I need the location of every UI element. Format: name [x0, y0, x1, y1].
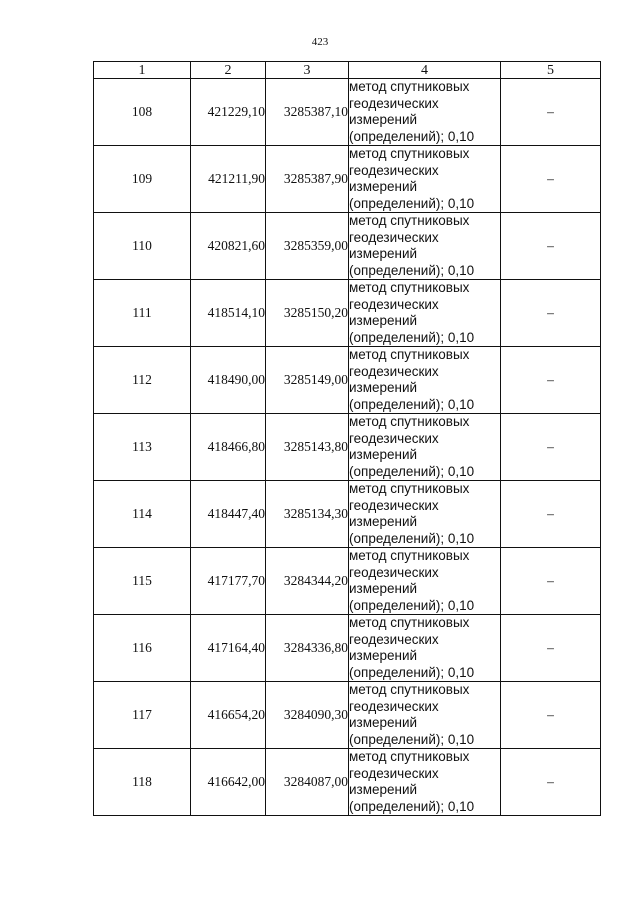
method-text-line: (определений); 0,10 [349, 128, 475, 144]
method-text-line: (определений); 0,10 [349, 597, 475, 613]
page-number: 423 [311, 36, 329, 48]
method-text-line: (определений); 0,10 [349, 731, 475, 747]
method-text-line: метод спутниковых [349, 615, 470, 630]
note-cell: – [501, 682, 601, 749]
method-cell [349, 749, 501, 816]
method-text-line: измерений [349, 179, 418, 194]
method-text-line: измерений [349, 648, 418, 663]
coordinates-table [93, 61, 601, 816]
method-text-line: метод спутниковых [349, 749, 470, 764]
method-text-line: (определений); 0,10 [349, 798, 475, 814]
coordinate-y-cell: 3285150,20 [266, 280, 349, 347]
coordinate-x-cell: 418490,00 [191, 347, 266, 414]
method-cell [349, 347, 501, 414]
table-row [94, 213, 601, 280]
method-text-line: измерений [349, 246, 418, 261]
method-text-line: метод спутниковых [349, 682, 470, 697]
method-cell [349, 615, 501, 682]
note-cell: – [501, 615, 601, 682]
method-text-line: измерений [349, 514, 418, 529]
method-text-line: геодезических [349, 698, 439, 714]
method-text-line: (определений); 0,10 [349, 396, 475, 412]
method-text-line: измерений [349, 581, 418, 596]
method-text-line: (определений); 0,10 [349, 195, 475, 211]
table-header-row [94, 62, 601, 79]
method-cell [349, 79, 501, 146]
table-row [94, 548, 601, 615]
method-text-line: метод спутниковых [349, 414, 470, 429]
method-text-line: измерений [349, 112, 418, 127]
coordinate-y-cell: 3285387,10 [266, 79, 349, 146]
coordinate-y-cell: 3285149,00 [266, 347, 349, 414]
coordinate-x-cell: 417164,40 [191, 615, 266, 682]
method-text-line: (определений); 0,10 [349, 530, 475, 546]
method-text-line: метод спутниковых [349, 347, 470, 362]
coordinate-y-cell: 3284090,30 [266, 682, 349, 749]
method-text-line: метод спутниковых [349, 213, 470, 228]
method-text-line: метод спутниковых [349, 548, 470, 563]
coordinate-x-cell: 416654,20 [191, 682, 266, 749]
table-row [94, 79, 601, 146]
method-text-line: (определений); 0,10 [349, 329, 475, 345]
method-cell [349, 481, 501, 548]
point-number-cell: 111 [94, 280, 191, 347]
coordinate-x-cell: 417177,70 [191, 548, 266, 615]
coordinate-y-cell: 3285359,00 [266, 213, 349, 280]
coordinate-x-cell: 421229,10 [191, 79, 266, 146]
coordinate-y-cell: 3284344,20 [266, 548, 349, 615]
method-text-line: измерений [349, 447, 418, 462]
table-body [94, 79, 601, 816]
column-header: 5 [501, 62, 601, 79]
method-text-line: геодезических [349, 95, 439, 111]
method-text-line: метод спутниковых [349, 481, 470, 496]
point-number-cell: 115 [94, 548, 191, 615]
note-cell: – [501, 213, 601, 280]
method-text-line: геодезических [349, 229, 439, 245]
coordinate-x-cell: 418514,10 [191, 280, 266, 347]
coordinate-y-cell: 3285143,80 [266, 414, 349, 481]
coordinate-x-cell: 418447,40 [191, 481, 266, 548]
point-number-cell: 114 [94, 481, 191, 548]
method-text-line: измерений [349, 715, 418, 730]
coordinate-x-cell: 418466,80 [191, 414, 266, 481]
method-text-line: геодезических [349, 363, 439, 379]
method-text-line: геодезических [349, 497, 439, 513]
method-cell [349, 146, 501, 213]
point-number-cell: 117 [94, 682, 191, 749]
column-header: 3 [266, 62, 349, 79]
table-row [94, 682, 601, 749]
method-text-line: (определений); 0,10 [349, 262, 475, 278]
method-text-line: метод спутниковых [349, 79, 470, 94]
method-text-line: (определений); 0,10 [349, 664, 475, 680]
coordinate-x-cell: 421211,90 [191, 146, 266, 213]
method-text-line: геодезических [349, 564, 439, 580]
point-number-cell: 113 [94, 414, 191, 481]
method-text-line: метод спутниковых [349, 146, 470, 161]
method-text-line: геодезических [349, 296, 439, 312]
note-cell: – [501, 481, 601, 548]
column-header: 1 [94, 62, 191, 79]
method-cell [349, 213, 501, 280]
point-number-cell: 110 [94, 213, 191, 280]
method-text-line: геодезических [349, 765, 439, 781]
coordinate-x-cell: 416642,00 [191, 749, 266, 816]
method-text-line: геодезических [349, 162, 439, 178]
coordinate-y-cell: 3284336,80 [266, 615, 349, 682]
table-row [94, 414, 601, 481]
method-cell [349, 548, 501, 615]
method-cell [349, 280, 501, 347]
note-cell: – [501, 280, 601, 347]
note-cell: – [501, 347, 601, 414]
method-text-line: измерений [349, 380, 418, 395]
method-cell [349, 414, 501, 481]
method-cell [349, 682, 501, 749]
table-row [94, 481, 601, 548]
coordinate-x-cell: 420821,60 [191, 213, 266, 280]
method-text-line: измерений [349, 782, 418, 797]
point-number-cell: 112 [94, 347, 191, 414]
note-cell: – [501, 414, 601, 481]
table-row [94, 146, 601, 213]
point-number-cell: 118 [94, 749, 191, 816]
column-header: 2 [191, 62, 266, 79]
table-row [94, 615, 601, 682]
method-text-line: геодезических [349, 631, 439, 647]
point-number-cell: 109 [94, 146, 191, 213]
point-number-cell: 108 [94, 79, 191, 146]
coordinate-y-cell: 3285387,90 [266, 146, 349, 213]
coordinate-y-cell: 3285134,30 [266, 481, 349, 548]
table-row [94, 749, 601, 816]
coordinate-y-cell: 3284087,00 [266, 749, 349, 816]
table-row [94, 347, 601, 414]
table-row [94, 280, 601, 347]
point-number-cell: 116 [94, 615, 191, 682]
method-text-line: метод спутниковых [349, 280, 470, 295]
column-header: 4 [349, 62, 501, 79]
method-text-line: измерений [349, 313, 418, 328]
method-text-line: (определений); 0,10 [349, 463, 475, 479]
note-cell: – [501, 548, 601, 615]
note-cell: – [501, 146, 601, 213]
note-cell: – [501, 79, 601, 146]
note-cell: – [501, 749, 601, 816]
method-text-line: геодезических [349, 430, 439, 446]
